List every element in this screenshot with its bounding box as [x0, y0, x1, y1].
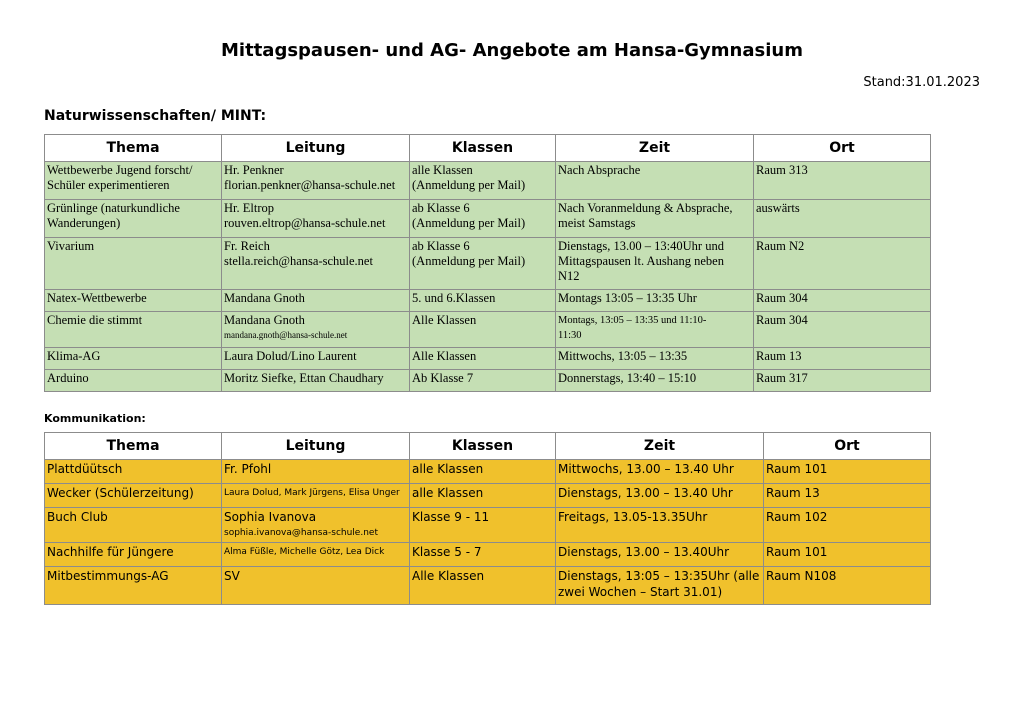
cell-leitung — [222, 370, 410, 392]
mint-header-row — [45, 135, 931, 162]
leitung-email: mandana.gnoth@hansa-schule.net — [224, 330, 348, 340]
cell-klassen: Klasse 9 - 11 — [410, 508, 556, 543]
stand-date: Stand:31.01.2023 — [863, 75, 980, 90]
header-ort: Ort — [764, 433, 931, 460]
leitung-name: Sophia Ivanova — [224, 510, 317, 524]
mint-table-body — [45, 162, 931, 392]
header-zeit: Zeit — [556, 135, 754, 162]
cell-ort: Raum 102 — [764, 508, 931, 543]
kommunikation-header-row — [45, 433, 931, 460]
cell-zeit-line: Mittwochs, 13:05 – 13:35 — [558, 349, 688, 363]
cell-zeit-line: Donnerstags, 13:40 – 15:10 — [558, 371, 697, 385]
cell-ort: Raum 313 — [754, 162, 931, 200]
leitung-email: rouven.eltrop@hansa-schule.net — [224, 216, 386, 230]
cell-zeit-line: meist Samstags — [558, 216, 636, 230]
cell-zeit-line: Dienstags, 13.00 – 13.40Uhr — [558, 545, 730, 559]
cell-klassen: alle Klassen — [410, 460, 556, 484]
table-row — [45, 290, 931, 312]
table-row — [45, 200, 931, 238]
cell-thema — [45, 238, 222, 290]
cell-ort: Raum N2 — [754, 238, 931, 290]
cell-ort: Raum 13 — [754, 348, 931, 370]
leitung-name: SV — [224, 569, 240, 583]
cell-leitung — [222, 162, 410, 200]
leitung-name: Fr. Pfohl — [224, 462, 272, 476]
leitung-email: stella.reich@hansa-schule.net — [224, 254, 373, 268]
cell-zeit-line: Dienstags, 13.00 – 13:40Uhr und — [558, 239, 724, 253]
table-row — [45, 543, 931, 567]
cell-leitung — [222, 543, 410, 567]
cell-klassen-line: (Anmeldung per Mail) — [412, 178, 526, 192]
cell-thema: Buch Club — [45, 508, 222, 543]
leitung-name: Mandana Gnoth — [224, 291, 305, 305]
cell-thema-line: Natex-Wettbewerbe — [47, 291, 147, 305]
cell-leitung — [222, 567, 410, 605]
cell-zeit — [556, 312, 754, 348]
leitung-name: Moritz Siefke, Ettan Chaudhary — [224, 371, 384, 385]
cell-zeit — [556, 348, 754, 370]
leitung-email: sophia.ivanova@hansa-schule.net — [224, 528, 378, 538]
cell-klassen — [410, 200, 556, 238]
cell-zeit-line: zwei Wochen – Start 31.01) — [558, 585, 723, 599]
cell-klassen-line: (Anmeldung per Mail) — [412, 216, 526, 230]
cell-zeit — [556, 238, 754, 290]
table-row — [45, 312, 931, 348]
cell-ort: Raum 101 — [764, 543, 931, 567]
table-row — [45, 370, 931, 392]
cell-thema: Wecker (Schülerzeitung) — [45, 484, 222, 508]
leitung-name: Hr. Eltrop — [224, 201, 274, 215]
kommunikation-table-body — [45, 460, 931, 605]
cell-zeit — [556, 370, 754, 392]
cell-zeit-line: Nach Absprache — [558, 163, 641, 177]
cell-klassen-line: (Anmeldung per Mail) — [412, 254, 526, 268]
cell-zeit-line: 11:30 — [558, 330, 582, 341]
cell-thema-line: Wanderungen) — [47, 216, 121, 230]
cell-zeit-line: N12 — [558, 269, 580, 283]
cell-thema — [45, 200, 222, 238]
cell-zeit — [556, 200, 754, 238]
table-row — [45, 238, 931, 290]
table-row — [45, 348, 931, 370]
cell-zeit-line: Dienstags, 13:05 – 13:35Uhr (alle — [558, 569, 760, 583]
leitung-name: Laura Dolud/Lino Laurent — [224, 349, 357, 363]
kommunikation-table — [44, 432, 931, 605]
cell-ort: Raum 317 — [754, 370, 931, 392]
cell-leitung — [222, 290, 410, 312]
cell-thema — [45, 312, 222, 348]
cell-zeit — [556, 484, 764, 508]
cell-klassen: alle Klassen — [410, 484, 556, 508]
leitung-name: Fr. Reich — [224, 239, 270, 253]
cell-klassen — [410, 162, 556, 200]
cell-zeit-line: Nach Voranmeldung & Absprache, — [558, 201, 733, 215]
cell-leitung — [222, 348, 410, 370]
cell-thema — [45, 370, 222, 392]
cell-thema — [45, 348, 222, 370]
cell-zeit — [556, 543, 764, 567]
cell-klassen — [410, 312, 556, 348]
table-row — [45, 484, 931, 508]
cell-klassen: Klasse 5 - 7 — [410, 543, 556, 567]
cell-thema-line: Vivarium — [47, 239, 95, 253]
cell-thema-line: Chemie die stimmt — [47, 313, 143, 327]
cell-klassen-line: Alle Klassen — [412, 313, 477, 327]
cell-klassen — [410, 348, 556, 370]
cell-ort: auswärts — [754, 200, 931, 238]
table-row — [45, 460, 931, 484]
cell-zeit-line: Montags, 13:05 – 13:35 und 11:10- — [558, 315, 707, 326]
cell-zeit — [556, 567, 764, 605]
cell-leitung — [222, 200, 410, 238]
cell-thema — [45, 162, 222, 200]
table-row — [45, 508, 931, 543]
header-thema: Thema — [45, 135, 222, 162]
cell-leitung — [222, 508, 410, 543]
cell-thema-line: Schüler experimentieren — [47, 178, 170, 192]
mint-table — [44, 134, 931, 392]
cell-thema-line: Grünlinge (naturkundliche — [47, 201, 180, 215]
header-zeit: Zeit — [556, 433, 764, 460]
header-klassen: Klassen — [410, 135, 556, 162]
cell-klassen — [410, 370, 556, 392]
cell-thema — [45, 290, 222, 312]
cell-klassen-line: alle Klassen — [412, 163, 473, 177]
cell-klassen-line: ab Klasse 6 — [412, 201, 470, 215]
cell-zeit-line: Freitags, 13.05-13.35Uhr — [558, 510, 708, 524]
cell-ort: Raum N108 — [764, 567, 931, 605]
cell-ort: Raum 304 — [754, 290, 931, 312]
cell-thema-line: Arduino — [47, 371, 89, 385]
cell-thema: Mitbestimmungs-AG — [45, 567, 222, 605]
cell-zeit — [556, 508, 764, 543]
table-row — [45, 567, 931, 605]
page-title: Mittagspausen- und AG- Angebote am Hansa-Gymnasium — [221, 40, 803, 61]
cell-thema: Nachhilfe für Jüngere — [45, 543, 222, 567]
leitung-name: Mandana Gnoth — [224, 313, 305, 327]
table-row — [45, 162, 931, 200]
header-klassen: Klassen — [410, 433, 556, 460]
header-leitung: Leitung — [222, 135, 410, 162]
cell-zeit — [556, 460, 764, 484]
cell-ort: Raum 101 — [764, 460, 931, 484]
cell-ort: Raum 13 — [764, 484, 931, 508]
leitung-email: florian.penkner@hansa-schule.net — [224, 178, 396, 192]
cell-klassen — [410, 238, 556, 290]
cell-zeit-line: Dienstags, 13.00 – 13.40 Uhr — [558, 486, 733, 500]
cell-klassen: Alle Klassen — [410, 567, 556, 605]
cell-leitung — [222, 312, 410, 348]
cell-klassen-line: Ab Klasse 7 — [412, 371, 474, 385]
leitung-name: Hr. Penkner — [224, 163, 284, 177]
header-thema: Thema — [45, 433, 222, 460]
header-leitung: Leitung — [222, 433, 410, 460]
cell-klassen-line: Alle Klassen — [412, 349, 477, 363]
cell-klassen-line: 5. und 6.Klassen — [412, 291, 496, 305]
cell-leitung — [222, 460, 410, 484]
cell-klassen — [410, 290, 556, 312]
cell-zeit — [556, 290, 754, 312]
cell-leitung — [222, 238, 410, 290]
cell-ort: Raum 304 — [754, 312, 931, 348]
cell-thema: Plattdüütsch — [45, 460, 222, 484]
cell-zeit-line: Mittagspausen lt. Aushang neben — [558, 254, 724, 268]
section-heading-kommunikation: Kommunikation: — [44, 412, 146, 425]
header-ort: Ort — [754, 135, 931, 162]
leitung-name: Laura Dolud, Mark Jürgens, Elisa Unger — [224, 488, 400, 498]
cell-leitung — [222, 484, 410, 508]
cell-zeit — [556, 162, 754, 200]
cell-zeit-line: Mittwochs, 13.00 – 13.40 Uhr — [558, 462, 734, 476]
cell-zeit-line: Montags 13:05 – 13:35 Uhr — [558, 291, 697, 305]
cell-klassen-line: ab Klasse 6 — [412, 239, 470, 253]
cell-thema-line: Wettbewerbe Jugend forscht/ — [47, 163, 193, 177]
cell-thema-line: Klima-AG — [47, 349, 101, 363]
leitung-name: Alma Füßle, Michelle Götz, Lea Dick — [224, 547, 385, 557]
section-heading-mint: Naturwissenschaften/ MINT: — [44, 108, 267, 124]
